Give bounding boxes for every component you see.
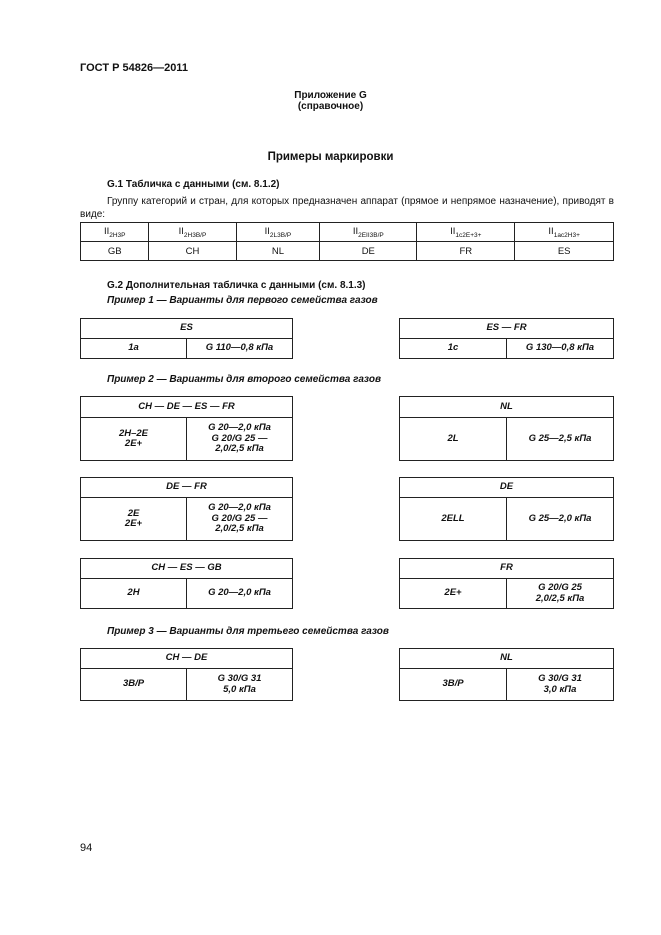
gas-pressure xyxy=(187,418,293,461)
cell-line: 2E xyxy=(127,507,140,519)
gas-pressure: G 130—0,8 кПа xyxy=(507,339,614,359)
category-code xyxy=(400,418,507,461)
example2-label: Пример 2 — Варианты для второго семейства газов xyxy=(107,374,381,385)
category-code xyxy=(81,669,187,701)
country-cell: ES xyxy=(515,242,614,261)
table-header: DE — FR xyxy=(81,478,293,498)
cell-line: G 30/G 31 xyxy=(538,673,582,684)
cell-line: G 20—2,0 кПа xyxy=(208,502,271,514)
table-header: CH — DE xyxy=(81,649,293,669)
marking-table xyxy=(80,648,293,701)
annex-title: Приложение G xyxy=(294,90,367,101)
category-code: 1a xyxy=(81,339,187,359)
marking-table xyxy=(399,648,614,701)
country-row xyxy=(81,242,614,261)
gas-pressure xyxy=(187,579,293,609)
category-cell: $II_{1ac2H3+}$ xyxy=(515,223,614,242)
g2-heading: G.2 Дополнительная табличка с данными (см. 8.1.3) xyxy=(107,280,366,291)
gas-pressure xyxy=(507,669,614,701)
cell-line: 2E+ xyxy=(124,518,143,529)
category-code: 1c xyxy=(400,339,507,359)
cell-line: G 25—2,5 кПа xyxy=(528,432,592,444)
cell-line: G 25—2,0 кПа xyxy=(528,512,592,524)
table-header: CH — ES — GB xyxy=(81,559,293,579)
gas-pressure xyxy=(187,669,293,701)
table-header: CH — DE — ES — FR xyxy=(81,397,293,418)
cell-line: 2E+ xyxy=(124,438,143,449)
g1-heading: G.1 Табличка с данными (см. 8.1.2) xyxy=(107,179,280,190)
country-cell: GB xyxy=(81,242,149,261)
category-cell: $II_{1c2E+3+}$ xyxy=(417,223,515,242)
country-cell: NL xyxy=(236,242,320,261)
category-code xyxy=(81,418,187,461)
cell-line: 2L xyxy=(447,432,459,444)
cell-line: 2E+ xyxy=(444,587,462,599)
country-cell: DE xyxy=(320,242,417,261)
category-table xyxy=(80,222,614,261)
category-code xyxy=(400,498,507,541)
marking-table xyxy=(399,558,614,609)
cell-line: 3,0 кПа xyxy=(543,683,577,695)
cell-line: G 20—2,0 кПа xyxy=(208,587,271,599)
table-header: NL xyxy=(400,649,614,669)
marking-table xyxy=(80,558,293,609)
table-header: FR xyxy=(400,559,614,579)
category-code xyxy=(400,669,507,701)
section-title: Примеры маркировки xyxy=(267,151,394,163)
marking-table xyxy=(80,396,293,461)
cell-line: G 20/G 25 — xyxy=(211,512,268,524)
table-header: ES — FR xyxy=(400,319,614,339)
marking-table xyxy=(80,318,293,359)
category-cell: $II_{2EII3B/P}$ xyxy=(320,223,417,242)
category-code xyxy=(81,579,187,609)
cell-line: 5,0 кПа xyxy=(223,683,256,695)
cell-line: G 20/G 25 xyxy=(538,582,582,593)
cell-line: 3B/P xyxy=(122,678,145,690)
cell-line: G 20/G 25 — xyxy=(211,432,268,444)
category-row xyxy=(81,223,614,242)
g1-paragraph: Группу категорий и стран, для которых предназначен аппарат (прямое и непрямое назначение), приводят в виде: xyxy=(80,196,614,220)
cell-line: G 20—2,0 кПа xyxy=(208,422,271,434)
gas-pressure xyxy=(507,418,614,461)
gas-pressure xyxy=(507,579,614,609)
marking-table xyxy=(399,396,614,461)
cell-line: 2,0/2,5 кПа xyxy=(215,523,264,535)
category-code xyxy=(81,498,187,541)
category-code xyxy=(400,579,507,609)
cell-line: 2ELL xyxy=(441,512,465,524)
gas-pressure: G 110—0,8 кПа xyxy=(187,339,293,359)
standard-number: ГОСТ Р 54826—2011 xyxy=(80,62,188,74)
cell-line: G 30/G 31 xyxy=(217,673,262,684)
marking-table xyxy=(399,477,614,541)
gas-pressure xyxy=(507,498,614,541)
table-header: DE xyxy=(400,478,614,498)
gas-pressure xyxy=(187,498,293,541)
table-header: NL xyxy=(400,397,614,418)
page-number: 94 xyxy=(80,842,93,854)
category-cell: $II_{2H3P}$ xyxy=(81,223,149,242)
category-cell: $II_{2H3B/P}$ xyxy=(149,223,236,242)
cell-line: 3B/P xyxy=(442,678,464,690)
cell-line: 2,0/2,5 кПа xyxy=(535,592,585,604)
cell-line: 2,0/2,5 кПа xyxy=(215,443,264,455)
country-cell: CH xyxy=(149,242,236,261)
annex-subtitle: (справочное) xyxy=(297,101,364,112)
category-cell: $II_{2L3B/P}$ xyxy=(236,223,320,242)
example3-label: Пример 3 — Варианты для третьего семейства газов xyxy=(107,626,389,637)
cell-line: 2H xyxy=(127,587,140,599)
marking-table xyxy=(399,318,614,359)
example1-label: Пример 1 — Варианты для первого семейства газов xyxy=(107,295,378,306)
cell-line: 2H–2E xyxy=(118,427,149,439)
marking-table xyxy=(80,477,293,541)
country-cell: FR xyxy=(417,242,515,261)
table-header: ES xyxy=(81,319,293,339)
